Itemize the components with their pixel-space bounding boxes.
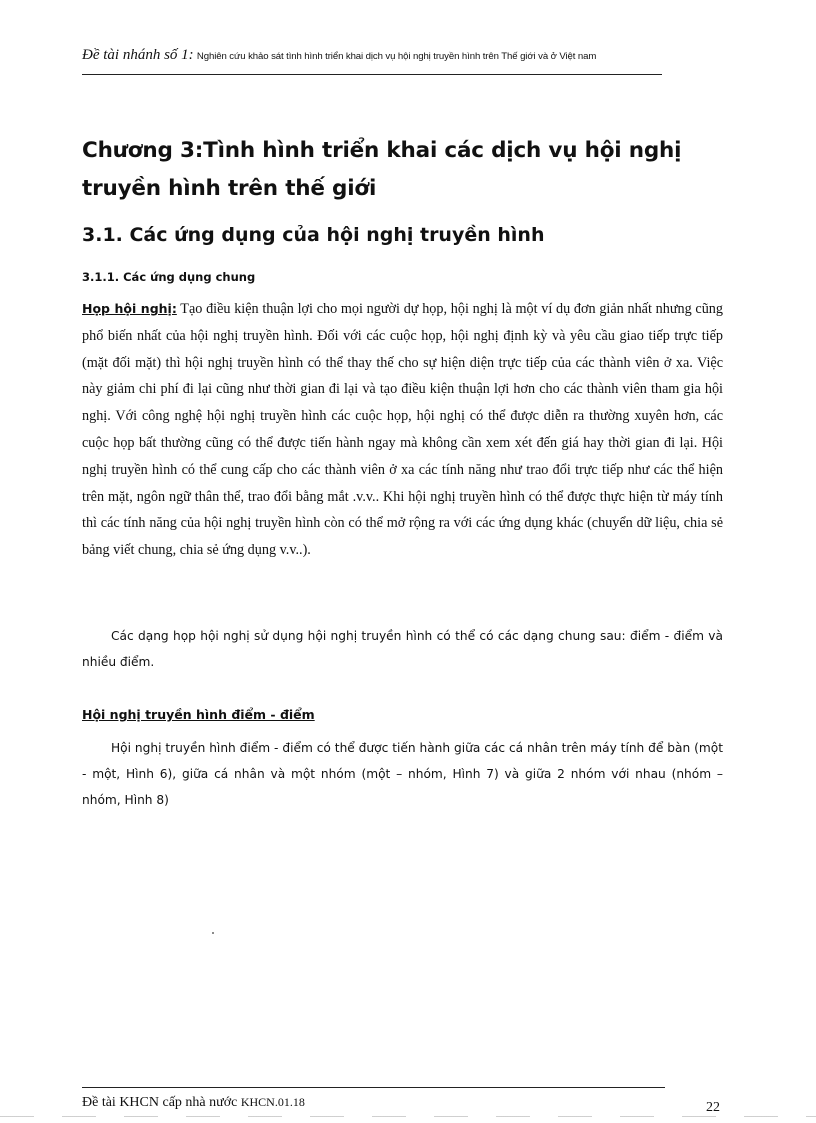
footer-rule bbox=[82, 1087, 665, 1088]
paragraph-meetings bbox=[82, 296, 723, 564]
footer-code: KHCN.01.18 bbox=[240, 1095, 305, 1109]
subsection-title: 3.1.1. Các ứng dụng chung bbox=[82, 270, 256, 284]
chapter-title: Chương 3:Tình hình triển khai các dịch vụ hội nghị truyền hình trên thế giới bbox=[82, 138, 682, 201]
running-header bbox=[82, 46, 727, 66]
paragraph-body: Tạo điều kiện thuận lợi cho mọi người dự họp, hội nghị là một ví dụ đơn giản nhất nhưng cũng phổ biến nhất của hội nghị truyền hình. Đối với các cuộc họp, hội nghị định kỳ và yêu cầu giao tiếp trực tiếp (mặt đối mặt) thì hội nghị truyền hình có thể thay thế cho sự hiện diện trực tiếp của các thành viên ở xa. Việc này giảm chi phí đi lại cũng như thời gian đi lại và tạo điều kiện thuận lợi hơn cho các thành viên tham gia hội nghị. Với công nghệ hội nghị truyền hình các cuộc họp, hội nghị có thể được diễn ra thường xuyên hơn, các cuộc họp bất thường cũng có thể được tiến hành ngay mà không cần xem xét đến giá hay thời gian đi lại. Hội nghị truyền hình có thể cung cấp cho các thành viên ở xa các tính năng như trao đổi trực tiếp như các thể hiện trên mặt, ngôn ngữ thân thể, trao đổi bằng mắt .v.v.. Khi hội nghị truyền hình có thể được thực hiện từ máy tính thì các tính năng của hội nghị truyền hình còn có thể mở rộng ra với các ứng dụng khác (chuyển dữ liệu, chia sẻ bảng viết chung, chia sẻ ứng dụng v.v..). bbox=[82, 301, 723, 559]
paragraph-meeting-types: Các dạng họp hội nghị sử dụng hội nghị truyền hình có thể có các dạng chung sau: điểm - điểm và nhiều điểm. bbox=[82, 629, 723, 669]
heading-point-to-point: Hội nghị truyền hình điểm - điểm bbox=[82, 707, 315, 722]
footer bbox=[82, 1093, 305, 1112]
paragraph-lead-label: Họp hội nghị: bbox=[82, 301, 177, 316]
header-text: Nghiên cứu khảo sát tình hình triển khai dịch vụ hội nghị truyền hình trên Thế giới và ở Việt nam bbox=[196, 51, 597, 62]
header-label: Đề tài nhánh số 1: bbox=[82, 47, 194, 63]
section-title: 3.1. Các ứng dụng của hội nghị truyền hình bbox=[82, 224, 545, 246]
page-number: 22 bbox=[706, 1100, 720, 1115]
paragraph-point-to-point: Hội nghị truyền hình điểm - điểm có thể được tiến hành giữa các cá nhân trên máy tính để bàn (một - một, Hình 6), giữa cá nhân và một nhóm (một – nhóm, Hình 7) và giữa 2 nhóm với nhau (nhóm – nhóm, Hình 8) bbox=[82, 741, 723, 807]
scan-speck bbox=[212, 932, 214, 934]
header-rule bbox=[82, 74, 662, 75]
footer-project: Đề tài KHCN cấp nhà nước bbox=[82, 1095, 238, 1110]
footer-dashed-line bbox=[0, 1116, 816, 1117]
